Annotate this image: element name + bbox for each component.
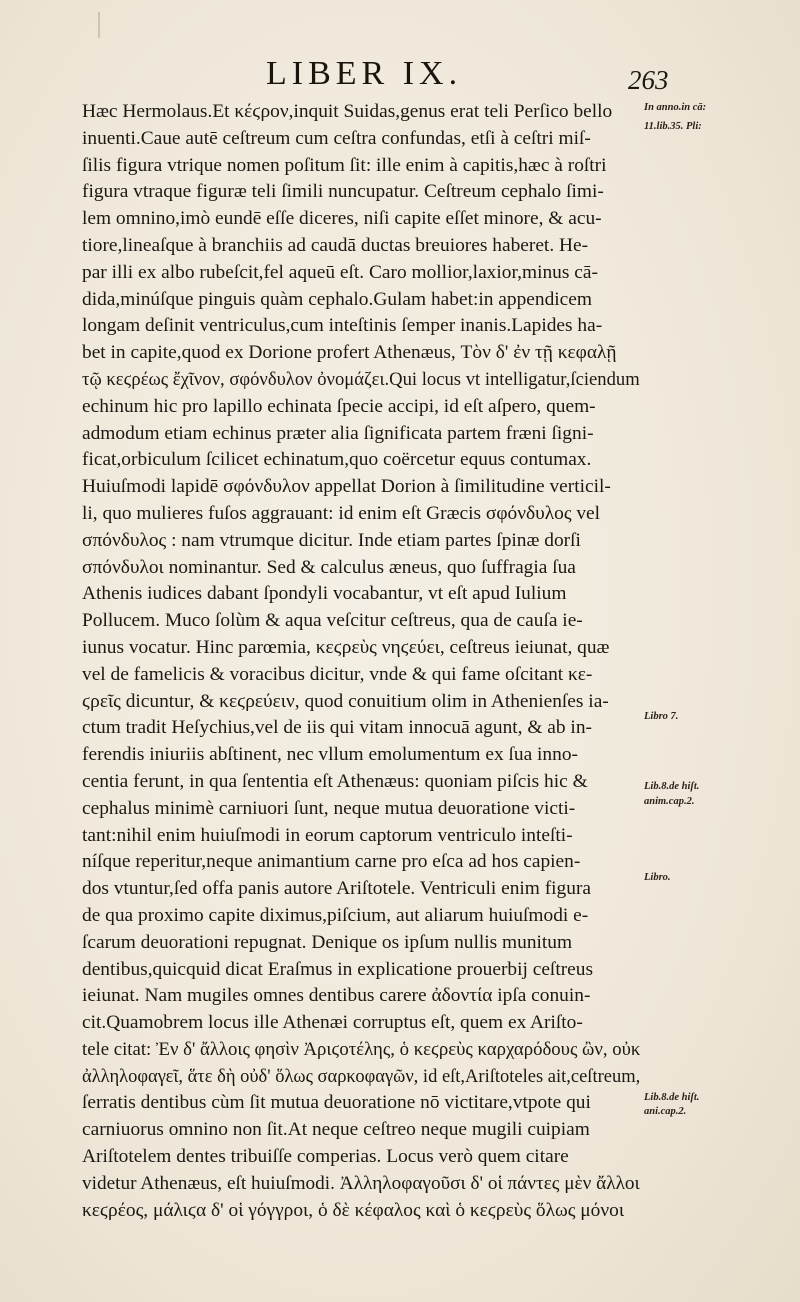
text-line [82,715,640,742]
text-line-content: longam deſinit ventriculus,cum inteſtinis ſemper inanis.Lapides ha- [82,315,603,337]
text-line-content: echinum hic pro lapillo echinata ſpecie accipi, id eſt aſpero, quem- [82,395,596,417]
text-line [82,1090,640,1117]
text-line-content: ſerratis dentibus cùm ſit mutua deuoratione nō victitare,vtpote qui [82,1092,591,1114]
text-line [82,1171,640,1198]
text-line [82,1198,640,1225]
text-line-content: cephalus minimè carniuori ſunt, neque mutua deuoratione victi- [82,797,576,819]
text-line [82,903,640,930]
text-line [82,179,640,206]
text-line-content: cit.Quamobrem locus ille Athenæi corruptus eſt, quem ex Ariſto- [82,1012,583,1034]
text-line-content: dentibus,quicquid dicat Eraſmus in explicatione prouerbij ceſtreus [82,958,594,980]
text-line [82,501,640,528]
text-line-content: σπόνδυλος : nam vtrumque dicitur. Inde etiam partes ſpinæ dorſi [82,529,581,551]
text-line-content: σπόνδυλοι nominantur. Sed & calculus æneus, quo ſuffragia ſua [82,556,576,578]
text-line [82,313,640,340]
text-line [82,608,640,635]
page-edge-mark [98,12,100,38]
text-line [82,1010,640,1037]
text-line-content: figura vtraque figuræ teli ſimili nuncupatur. Ceſtreum cephalo ſimi- [82,181,604,203]
text-line-content: níſque reperitur,neque animantium carne pro eſca ad hos capien- [82,851,581,873]
text-line-content: ctum tradit Heſychius,vel de iis qui vitam innocuā agunt, & ab in- [82,717,592,739]
text-line [82,769,640,796]
text-line [82,447,640,474]
text-line [82,474,640,501]
page-number: 263 [628,65,669,95]
margin-note: Libro. [644,872,671,883]
text-line-content: tiore,lineaſque à branchiis ad caudā ductas breuiores haberet. He- [82,234,589,256]
text-line [82,421,640,448]
margin-note: 11.lib.35. Pli: [644,121,702,132]
text-line [82,1037,640,1064]
text-line-content: dos vtuntur,ſed offa panis autore Ariſtotele. Ventriculi enim figura [82,878,592,900]
text-line-content: ſcarum deuorationi repugnat. Denique os ipſum nullis munitum [82,931,573,953]
text-line-content: ϛρεῖς dicuntur, & κεϛρεύειν, quod conuitium olim in Athenienſes ia- [82,690,609,712]
text-line-content: Pollucem. Muco ſolùm & aqua veſcitur ceſtreus, qua de cauſa ie- [82,610,583,632]
text-line-content: Athenis iudices dabant ſpondyli vocabantur, vt eſt apud Iulium [82,583,567,605]
text-line [82,957,640,984]
margin-note: Lib.8.de hiſt. [644,1092,700,1103]
text-line [82,876,640,903]
text-line [82,340,640,367]
text-line [82,662,640,689]
text-line [82,1064,640,1091]
text-line [82,823,640,850]
body-text [82,99,640,1224]
text-line [82,394,640,421]
text-line [82,126,640,153]
running-title: LIBER IX. [266,55,463,92]
text-line-content: carniuorus omnino non ſit.At neque ceſtreo neque mugili cuipiam [82,1119,590,1141]
text-line-content: vel de famelicis & voracibus dicitur, vnde & qui fame oſcitant κε- [82,663,593,685]
page-header [0,54,800,98]
text-line [82,930,640,957]
text-line [82,1117,640,1144]
text-line-content: tant:nihil enim huiuſmodi in eorum captorum ventriculo inteſti- [82,824,573,846]
text-line [82,849,640,876]
text-line [82,287,640,314]
text-line-content: Ariſtotelem dentes tribuiſſe comperias. Locus verò quem citare [82,1146,569,1168]
text-line-content: τῷ κεϛρέως ἔχῖνον, σφόνδυλον ὀνομάζει.Qui locus vt intelligatur,ſciendum [82,368,640,390]
text-line [82,233,640,260]
text-line-content: Huiuſmodi lapidē σφόνδυλον appellat Dorion à ſimilitudine verticil- [82,476,611,498]
text-line-content: li, quo mulieres fuſos aggrauant: id enim eſt Græcis σφόνδυλος vel [82,502,601,524]
text-line-content: ferendis iniuriis abſtinent, nec vllum emolumentum ex ſua inno- [82,744,578,766]
text-line-content: lem omnino,imò eundē eſſe diceres, niſi capite eſſet minore, & acu- [82,208,602,230]
text-line [82,206,640,233]
text-line-content: tele citat: Ἐν δ' ἄλλοις φησὶν Ἀριϛοτέλης, ὁ κεϛρεὺς καρχαρόδους ὢν, οὐκ [82,1038,641,1060]
text-line [82,528,640,555]
text-line-content: videtur Athenæus, eſt huiuſmodi. Ἀλληλοφαγοῦσι δ' οἱ πάντες μὲν ἄλλοι [82,1172,640,1194]
text-line-content: ἀλληλοφαγεῖ, ἅτε δὴ οὐδ' ὅλως σαρκοφαγῶν, id eſt,Ariſtoteles ait,ceſtreum, [82,1065,641,1087]
margin-note: ani.cap.2. [644,1106,687,1117]
text-line [82,581,640,608]
text-line-content: admodum etiam echinus præter alia ſignificata partem fræni ſigni- [82,422,594,444]
text-line-content: inuenti.Caue autē ceſtreum cum ceſtra confundas, etſi à ceſtri miſ- [82,127,591,149]
text-line [82,689,640,716]
text-line-content: iunus vocatur. Hinc parœmia, κεϛρεὺς νηϛεύει, ceſtreus ieiunat, quæ [82,636,610,658]
text-line [82,635,640,662]
margin-note: Libro 7. [644,711,679,722]
text-line [82,796,640,823]
text-line [82,99,640,126]
text-line-content: ieiunat. Nam mugiles omnes dentibus carere ἀδοντία ipſa conuin- [82,985,591,1007]
margin-note: In anno.in cā: [644,102,707,113]
text-line-content: de qua proximo capite diximus,piſcium, aut aliarum huiuſmodi e- [82,904,589,926]
text-line-content: ſilis figura vtrique nomen poſitum ſit: ille enim à capitis,hæc à roſtri [82,154,607,176]
margin-note: Lib.8.de hiſt. [644,781,700,792]
text-line [82,983,640,1010]
text-line [82,367,640,394]
text-line [82,260,640,287]
text-line-content: dida,minúſque pinguis quàm cephalo.Gulam habet:in appendicem [82,288,592,310]
text-line-content: bet in capite,quod ex Dorione profert Athenæus, Τὸν δ' ἐν τῇ κεφαλῇ [82,342,617,364]
text-line-content: Hæc Hermolaus.Et κέϛρον,inquit Suidas,genus erat teli Perſico bello [82,101,613,122]
text-line-content: κεϛρέος, μάλιϛα δ' οἱ γόγγροι, ὁ δὲ κέφαλος καὶ ὁ κεϛρεὺς ὅλως μόνοι [82,1199,625,1221]
text-line [82,153,640,180]
text-line-content: centia ferunt, in qua ſententia eſt Athenæus: quoniam piſcis hic & [82,770,588,792]
text-line [82,1144,640,1171]
text-line [82,742,640,769]
text-line [82,555,640,582]
text-line-content: par illi ex albo rubeſcit,fel aqueū eſt. Caro mollior,laxior,minus cā- [82,261,598,283]
margin-note: anim.cap.2. [644,796,695,807]
text-line-content: ficat,orbiculum ſcilicet echinatum,quo coërcetur equus contumax. [82,449,592,471]
